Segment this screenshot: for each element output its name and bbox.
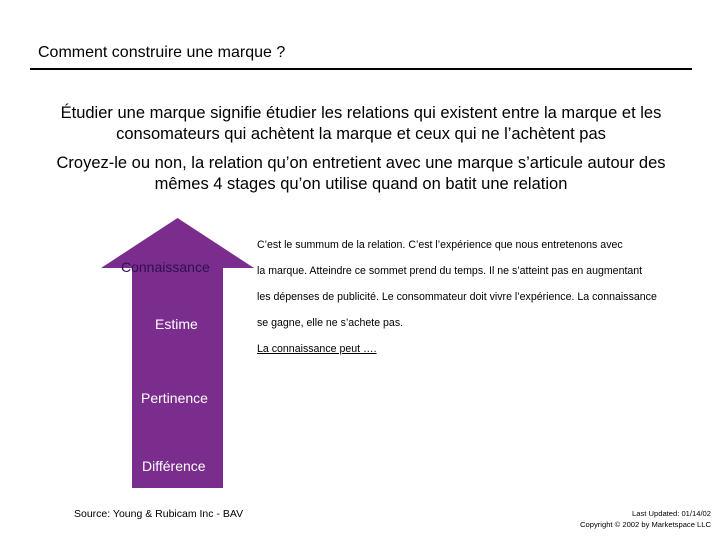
- description-line: les dépenses de publicité. Le consommateur doit vivre l’expérience. La connaissance: [257, 291, 657, 303]
- stage-connaissance: Connaissance: [121, 259, 210, 275]
- stage-description: [257, 232, 720, 362]
- stage-pertinence: Pertinence: [141, 390, 208, 406]
- description-line: se gagne, elle ne s’achete pas.: [257, 317, 404, 329]
- intro-paragraph-1: Étudier une marque signifie étudier les relations qui existent entre la marque et les consomateurs qui achètent la marque et ceux qui ne l’achètent pas: [60, 104, 662, 143]
- slide-title: Comment construire une marque ?: [38, 44, 286, 61]
- description-line: la marque. Atteindre ce sommet prend du temps. Il ne s’atteint pas en augmentant: [257, 265, 643, 277]
- footer-meta: [580, 508, 711, 530]
- description-line: C’est le summum de la relation. C’est l’expérience que nous entretenons avec: [257, 239, 623, 251]
- intro-paragraph-2: Croyez-le ou non, la relation qu’on entretient avec une marque s’articule autour des mêmes 4 stages qu’on utilise quand on batit une relation: [56, 154, 666, 193]
- copyright: Copyright © 2002 by Marketspace LLC: [580, 520, 711, 529]
- source-note: Source: Young & Rubicam Inc - BAV: [74, 508, 244, 520]
- description-link[interactable]: La connaissance peut ….: [257, 343, 377, 355]
- stage-difference: Différence: [142, 458, 206, 474]
- stage-estime: Estime: [155, 316, 198, 332]
- title-divider: [30, 68, 692, 70]
- last-updated: Last Updated: 01/14/02: [632, 509, 711, 518]
